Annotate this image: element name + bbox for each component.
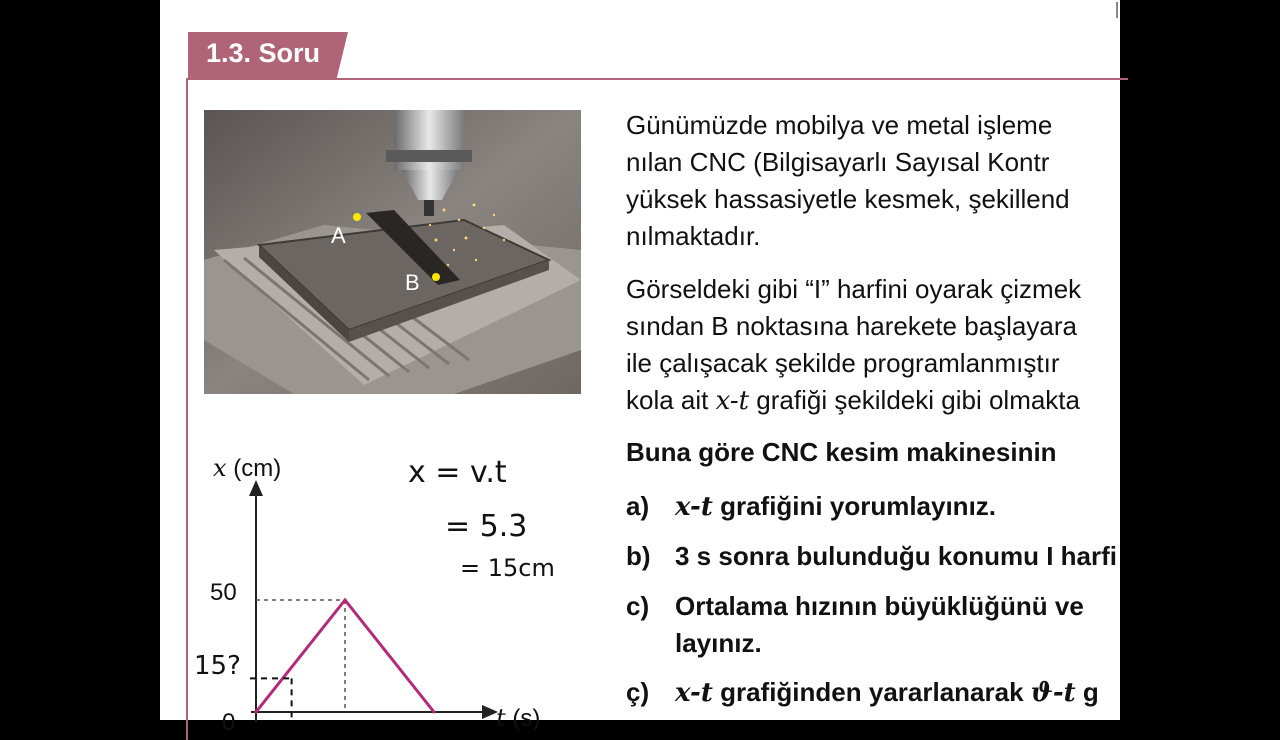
paragraph2-line4-pre: kola ait bbox=[626, 385, 716, 415]
scrollbar-thumb[interactable] bbox=[1116, 2, 1118, 18]
scrollbar[interactable] bbox=[1114, 0, 1120, 20]
paragraph2-line4 bbox=[626, 385, 1080, 416]
item-c-text-cont: layınız. bbox=[675, 628, 762, 658]
item-cc-var: x-t bbox=[675, 678, 713, 708]
paragraph1-line3: yüksek hassasiyetle kesmek, şekillend bbox=[626, 184, 1070, 214]
point-a-label: A bbox=[331, 223, 346, 248]
paragraph2-line4-post: grafiği şekildeki gibi olmakta bbox=[749, 385, 1080, 415]
y-axis-arrow bbox=[249, 480, 263, 496]
paragraph1-line2: nılan CNC (Bilgisayarlı Sayısal Kontr bbox=[626, 147, 1050, 177]
handwritten-line3: = 15cm bbox=[460, 554, 555, 582]
paragraph1-line1: Günümüzde mobilya ve metal işleme bbox=[626, 110, 1053, 140]
item-cc-label: ç) bbox=[626, 677, 650, 707]
handwritten-notes bbox=[194, 455, 555, 681]
x-t-graph bbox=[160, 430, 720, 736]
handwritten-line2: = 5.3 bbox=[445, 509, 528, 544]
paragraph2-line1: Görseldeki gibi “I” harfini oyarak çizmek bbox=[626, 274, 1082, 304]
cnc-machine-illustration bbox=[204, 110, 581, 394]
paragraph2-line2: sından B noktasına harekete başlayara bbox=[626, 311, 1077, 341]
item-cc-body: grafiğinden yararlanarak bbox=[712, 677, 1031, 707]
question-prompt: Buna göre CNC kesim makinesinin bbox=[626, 437, 1057, 467]
y-tick-label-50: 50 bbox=[210, 579, 237, 606]
series-point bbox=[433, 711, 436, 714]
question-label: 1.3. Soru bbox=[206, 38, 321, 68]
series-point bbox=[344, 599, 347, 602]
cnc-machine-photo bbox=[204, 110, 581, 394]
paragraph2-line4-var: x-t bbox=[715, 386, 750, 416]
handwritten-y-mark: 15? bbox=[194, 651, 241, 681]
item-cc-var2: ϑ-t bbox=[1030, 678, 1076, 708]
document-page bbox=[160, 0, 1120, 736]
y-tick-label-0: 0 bbox=[222, 709, 236, 736]
item-a-text bbox=[675, 491, 996, 522]
y-axis-var: x bbox=[213, 454, 227, 482]
item-a-label: a) bbox=[626, 491, 650, 521]
item-c-text: Ortalama hızının büyüklüğünü ve bbox=[675, 591, 1084, 621]
item-cc-body2: g bbox=[1075, 677, 1099, 707]
paragraph2-line3: ile çalışacak şekilde programlanmıştır bbox=[626, 348, 1060, 378]
handwritten-line1: x = v.t bbox=[408, 455, 507, 490]
item-a-var: x-t bbox=[675, 492, 713, 522]
y-axis-unit: (cm) bbox=[226, 455, 282, 482]
point-b-label: B bbox=[405, 270, 420, 295]
item-b-text: 3 s sonra bulunduğu konumu I harfi bbox=[675, 541, 1118, 571]
x-axis-unit: (s) bbox=[505, 705, 541, 732]
item-b-label: b) bbox=[626, 541, 651, 571]
item-cc-text bbox=[675, 677, 1099, 708]
series-point bbox=[255, 711, 258, 714]
x-axis-label bbox=[496, 704, 540, 732]
item-a-body: grafiğini yorumlayınız. bbox=[712, 491, 997, 521]
item-c-label: c) bbox=[626, 591, 650, 621]
paragraph1-line4: nılmaktadır. bbox=[626, 221, 761, 251]
x-axis-var: t bbox=[496, 704, 506, 732]
y-axis-label bbox=[213, 454, 281, 482]
